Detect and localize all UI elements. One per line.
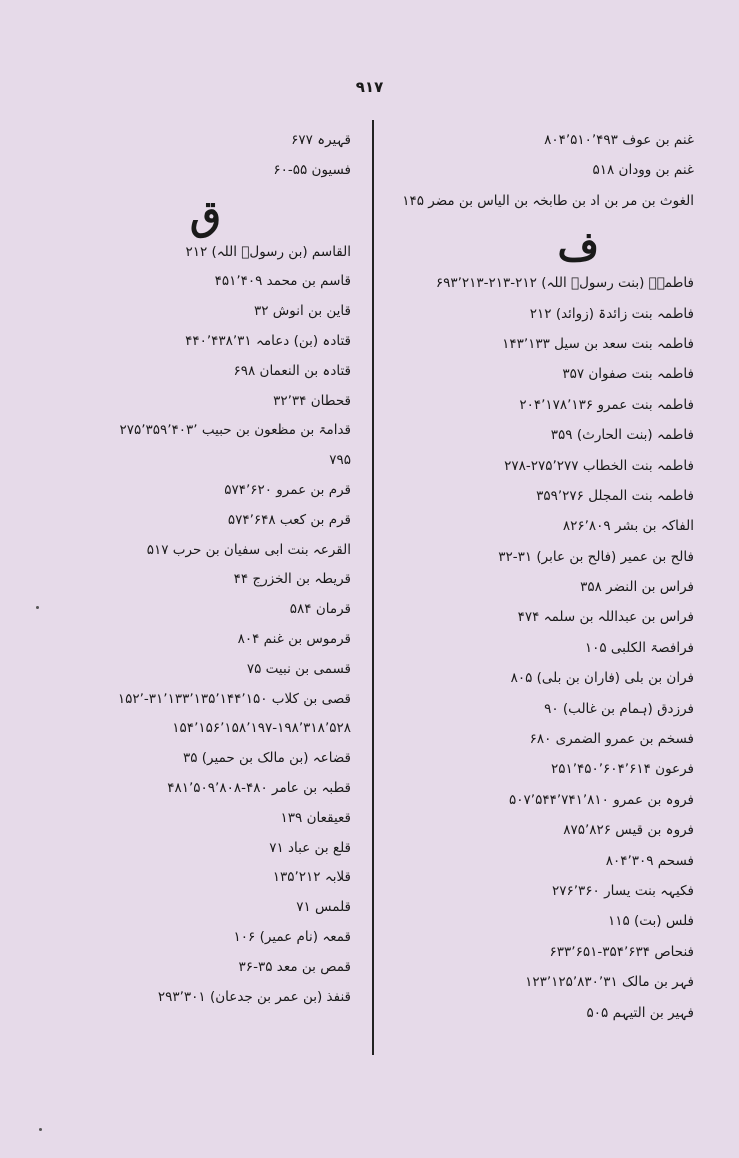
index-entry: قلمس ۷۱ xyxy=(296,899,351,916)
pre-letter-entries-f xyxy=(394,132,694,223)
index-entry: قلابہ ۱۳۵٬۲۱۲ xyxy=(272,869,351,886)
left-column xyxy=(31,132,351,1018)
index-entry: فاطمہ بنت سعد بن سیل ۱۴۳٬۱۳۳ xyxy=(502,335,694,352)
index-entry: قرم بن عمرو ۵۷۴٬۶۲۰ xyxy=(224,481,351,498)
index-entry: قعیقعان ۱۳۹ xyxy=(280,809,351,826)
index-entry: فلس (بت) ۱۱۵ xyxy=(607,913,694,930)
index-entry: قصی بن کلاب ۳۱٬۱۳۳٬۱۳۵٬۱۴۴٬۱۵۰-۱۵۲٬ xyxy=(117,690,351,707)
index-entry: ۷۹۵ xyxy=(329,452,351,469)
index-entry: قضاعہ (بن مالک بن حمیر) ۳۵ xyxy=(182,750,351,767)
pre-letter-entries-q xyxy=(31,132,351,192)
index-entry: قرمان ۵۸۴ xyxy=(289,601,351,618)
speck xyxy=(39,1128,42,1131)
index-entry: غنم بن عوف ۸۰۴٬۵۱۰٬۴۹۳ xyxy=(544,132,694,148)
index-entry: فاطمہؓ (بنت رسولؐ اللہ) ۲۱۲-۲۱۳-۶۹۳٬۲۱۳ xyxy=(435,275,694,292)
index-entry: فران بن بلی (فاران بن بلی) ۸۰۵ xyxy=(510,670,694,687)
index-entry: فسحم ۸۰۴٬۳۰۹ xyxy=(605,852,694,869)
post-letter-entries-q xyxy=(31,244,351,1019)
section-letter-q: ق xyxy=(189,191,221,239)
index-entry: قہیرہ ۶۷۷ xyxy=(291,132,351,148)
index-entry: قحطان ۳۲٬۳۴ xyxy=(273,392,351,409)
index-entry: قدامۃ بن مظعون بن حبیب ۲۷۵٬۳۵۹٬۴۰۳٬ xyxy=(119,422,351,439)
index-entry: القاسم (بن رسولؐ اللہ) ۲۱۲ xyxy=(185,243,351,260)
index-entry: فروہ بن عمرو ۵۰۷٬۵۴۴٬۷۴۱٬۸۱۰ xyxy=(509,791,694,808)
index-entry: فرافصۃ الکلبی ۱۰۵ xyxy=(584,639,694,656)
index-entry: فسخم بن عمرو الضمری ۶۸۰ xyxy=(529,731,694,748)
column-divider xyxy=(372,120,374,1055)
index-entry: قاسم بن محمد ۴۵۱٬۴۰۹ xyxy=(214,273,351,290)
index-entry: فہیر بن التیہم ۵۰۵ xyxy=(586,1004,694,1021)
index-entry: قریطہ بن الخزرج ۴۴ xyxy=(233,571,351,588)
index-entry: قرم بن کعب ۵۷۴٬۶۴۸ xyxy=(227,511,351,528)
index-entry: فرزدق (ہمام بن غالب) ۹۰ xyxy=(544,700,694,717)
index-entry: فسیون ۵۵-۶۰ xyxy=(273,161,351,178)
index-entry: القرعہ بنت ابی سفیان بن حرب ۵۱۷ xyxy=(146,541,351,558)
index-entry: غنم بن وودان ۵۱۸ xyxy=(592,162,694,179)
index-entry: فکیہہ بنت یسار ۲۷۶٬۳۶۰ xyxy=(551,882,694,899)
index-entry: فنحاص ۳۵۴٬۶۳۴-۶۳۳٬۶۵۱ xyxy=(549,943,694,960)
index-entry: قسمی بن نبیت ۷۵ xyxy=(246,660,351,677)
index-entry: قرموس بن غنم ۸۰۴ xyxy=(237,630,351,647)
speck xyxy=(36,606,39,609)
index-entry: قطبہ بن عامر ۴۸۰-۴۸۱٬۵۰۹٬۸۰۸ xyxy=(167,779,351,796)
index-entry: الفاکہ بن بشر ۸۲۶٬۸۰۹ xyxy=(562,518,694,535)
index-entry: فاطمہ بنت صفوان ۳۵۷ xyxy=(562,366,694,383)
index-entry: قتادہ بن النعمان ۶۹۸ xyxy=(233,362,351,379)
index-entry: فاطمہ (بنت الحارث) ۳۵۹ xyxy=(550,427,694,444)
index-entry: فہر بن مالک ۱۲۳٬۱۲۵٬۸۳۰٬۳۱ xyxy=(525,974,694,991)
section-letter-f: ف xyxy=(557,223,599,271)
index-entry: قتادہ (بن) دعامہ ۴۴۰٬۴۳۸٬۳۱ xyxy=(185,332,351,349)
index-entry: فاطمہ بنت زائدۃ (زوائد) ۲۱۲ xyxy=(529,305,694,322)
index-entry: قنفذ (بن عمر بن جدعان) ۲۹۳٬۳۰۱ xyxy=(157,988,351,1005)
index-entry: قاین بن انوش ۳۲ xyxy=(254,303,351,320)
index-entry: فراس بن النضر ۳۵۸ xyxy=(580,579,694,596)
index-entry: فاطمہ بنت المجلل ۳۵۹٬۲۷۶ xyxy=(536,487,694,504)
post-letter-entries-f xyxy=(394,275,694,1035)
index-entry: فاطمہ بنت الخطاب ۲۷۵٬۲۷۷-۲۷۸ xyxy=(504,457,694,474)
index-entry: فراس بن عبداللہ بن سلمہ ۴۷۴ xyxy=(517,609,694,626)
index-entry: ۱۵۴٬۱۵۶٬۱۵۸٬۱۹۷-۱۹۸٬۳۱۸٬۵۲۸ xyxy=(172,720,351,737)
index-entry: الغوث بن مر بن اد بن طابخہ بن الیاس بن مضر ۱۴۵ xyxy=(402,192,694,209)
index-entry: فرعون ۲۵۱٬۴۵۰٬۶۰۴٬۶۱۴ xyxy=(550,761,694,778)
index-entry: فالح بن عمیر (فالح بن عابر) ۳۱-۳۲ xyxy=(498,548,694,565)
page-number: ٩١٧ xyxy=(355,78,384,96)
index-entry: قمص بن معد ۳۵-۳۶ xyxy=(238,958,351,975)
index-entry: قلع بن عباد ۷۱ xyxy=(269,839,351,856)
right-column xyxy=(394,132,694,1035)
index-entry: قمعہ (نام عمیر) ۱۰۶ xyxy=(233,928,351,945)
index-entry: فروہ بن قیس ۸۷۵٬۸۲۶ xyxy=(563,822,694,839)
index-entry: فاطمہ بنت عمرو ۲۰۴٬۱۷۸٬۱۳۶ xyxy=(519,396,694,413)
